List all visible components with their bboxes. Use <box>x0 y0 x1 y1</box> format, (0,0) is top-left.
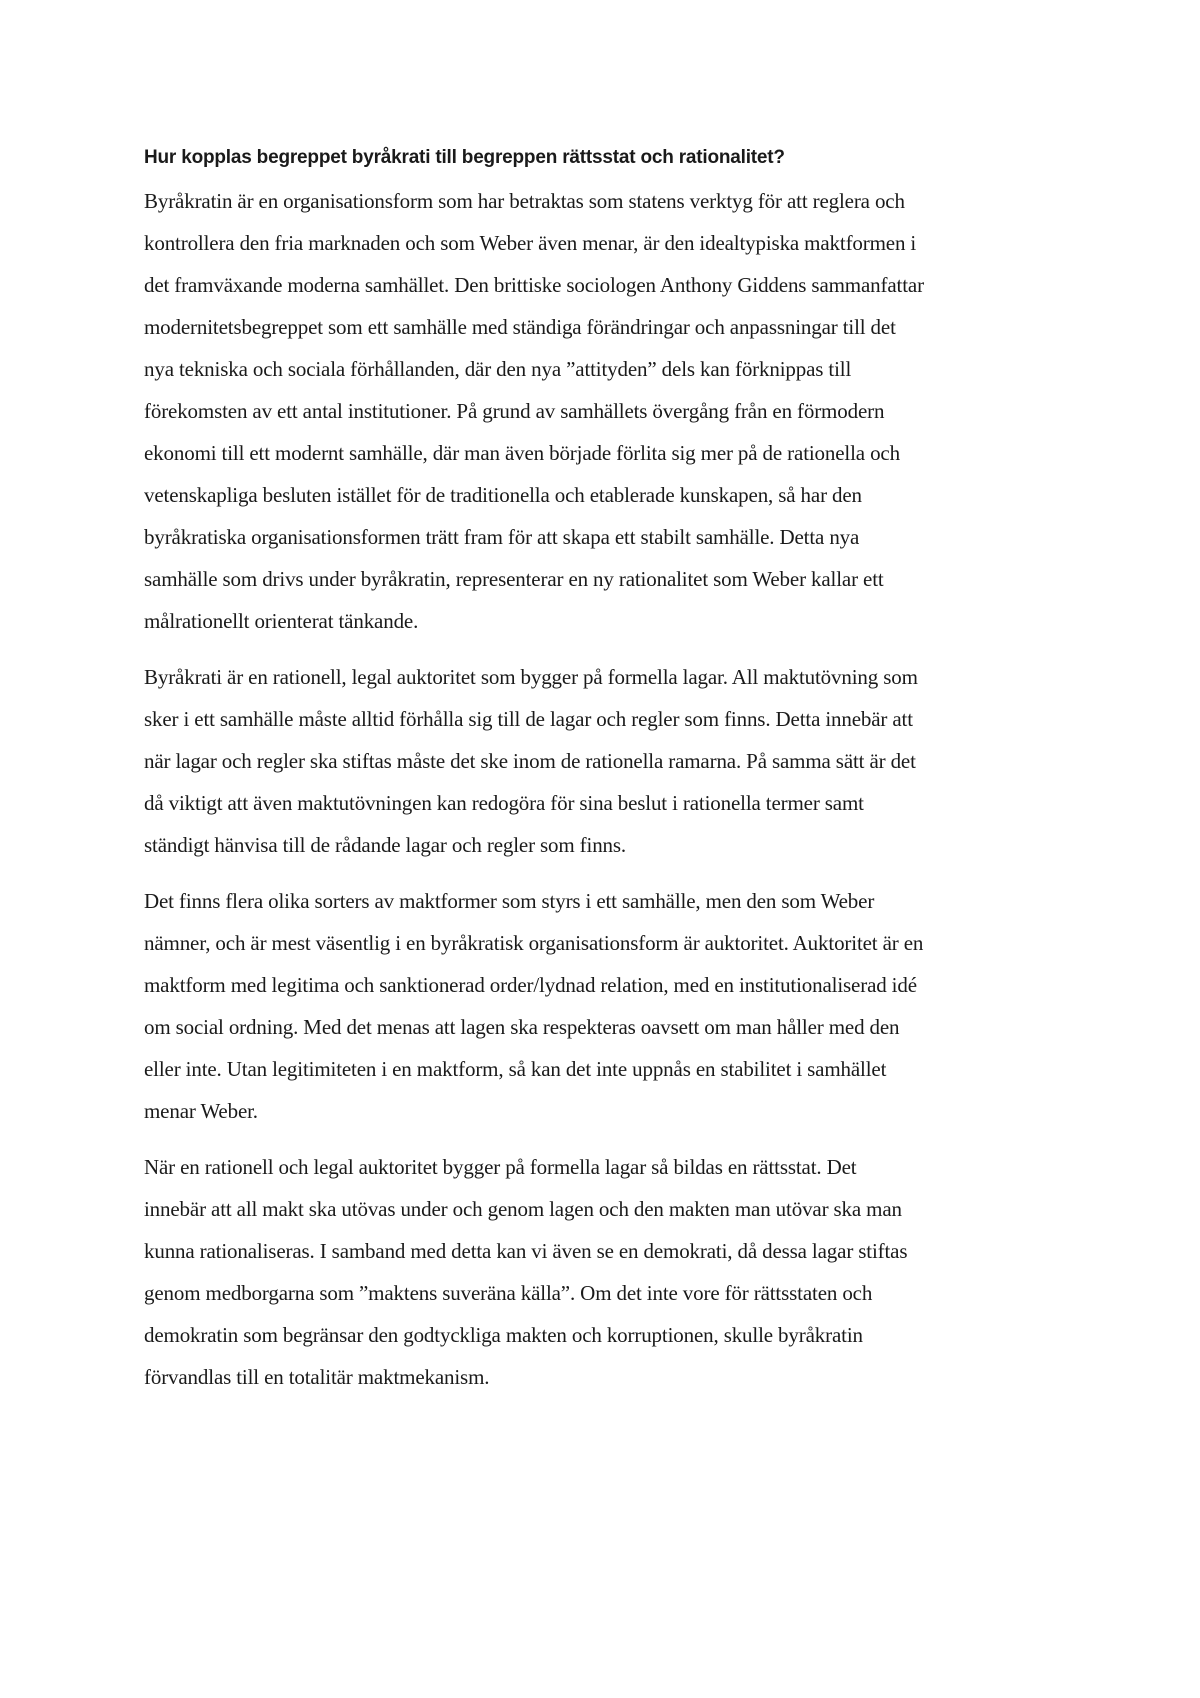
text-line: samhälle som drivs under byråkratin, representerar en ny rationalitet som Weber kallar ett <box>144 567 884 591</box>
text-line: kontrollera den fria marknaden och som Weber även menar, är den idealtypiska maktformen i <box>144 231 917 255</box>
text-line: innebär att all makt ska utövas under och genom lagen och den makten man utövar ska man <box>144 1197 902 1221</box>
text-line: modernitetsbegreppet som ett samhälle med ständiga förändringar och anpassningar till det <box>144 315 896 339</box>
paragraph-list <box>144 180 1074 1398</box>
text-line: om social ordning. Med det menas att lagen ska respekteras oavsett om man håller med den <box>144 1015 900 1039</box>
text-line: ekonomi till ett modernt samhälle, där man även började förlita sig mer på de rationella och <box>144 441 900 465</box>
text-line: förekomsten av ett antal institutioner. På grund av samhällets övergång från en förmodern <box>144 399 885 423</box>
text-line: Byråkratin är en organisationsform som har betraktas som statens verktyg för att reglera och <box>144 189 905 213</box>
text-line: Det finns flera olika sorters av maktformer som styrs i ett samhälle, men den som Weber <box>144 889 875 913</box>
text-line: ständigt hänvisa till de rådande lagar och regler som finns. <box>144 833 627 857</box>
text-line: maktform med legitima och sanktionerad order/lydnad relation, med en institutionaliserad idé <box>144 973 917 997</box>
text-line: då viktigt att även maktutövningen kan redogöra för sina beslut i rationella termer samt <box>144 791 864 815</box>
text-line: menar Weber. <box>144 1099 258 1123</box>
paragraph-2 <box>144 656 1074 866</box>
document-body <box>144 138 1074 1412</box>
text-line: nya tekniska och sociala förhållanden, där den nya ”attityden” dels kan förknippas till <box>144 357 852 381</box>
text-line: byråkratiska organisationsformen trätt fram för att skapa ett stabilt samhälle. Detta nya <box>144 525 860 549</box>
text-line: demokratin som begränsar den godtyckliga makten och korruptionen, skulle byråkratin <box>144 1323 863 1347</box>
text-line: sker i ett samhälle måste alltid förhålla sig till de lagar och regler som finns. Detta innebär att <box>144 707 913 731</box>
text-line: när lagar och regler ska stiftas måste det ske inom de rationella ramarna. På samma sätt är det <box>144 749 916 773</box>
text-line: eller inte. Utan legitimiteten i en maktform, så kan det inte uppnås en stabilitet i samhället <box>144 1057 887 1081</box>
text-line: nämner, och är mest väsentlig i en byråkratisk organisationsform är auktoritet. Auktoritet är en <box>144 931 924 955</box>
paragraph-3 <box>144 880 1074 1132</box>
text-line: förvandlas till en totalitär maktmekanism. <box>144 1365 490 1389</box>
text-line: målrationellt orienterat tänkande. <box>144 609 419 633</box>
paragraph-4 <box>144 1146 1074 1398</box>
text-line: När en rationell och legal auktoritet bygger på formella lagar så bildas en rättsstat. Det <box>144 1155 857 1179</box>
document-heading: Hur kopplas begreppet byråkrati till begreppen rättsstat och rationalitet? <box>144 147 785 168</box>
text-line: Byråkrati är en rationell, legal auktoritet som bygger på formella lagar. All maktutövning som <box>144 665 918 689</box>
text-line: genom medborgarna som ”maktens suveräna källa”. Om det inte vore för rättsstaten och <box>144 1281 873 1305</box>
text-line: det framväxande moderna samhället. Den brittiske sociologen Anthony Giddens sammanfattar <box>144 273 924 297</box>
paragraph-1 <box>144 180 1074 642</box>
text-line: kunna rationaliseras. I samband med detta kan vi även se en demokrati, då dessa lagar stiftas <box>144 1239 908 1263</box>
text-line: vetenskapliga besluten istället för de traditionella och etablerade kunskapen, så har den <box>144 483 862 507</box>
